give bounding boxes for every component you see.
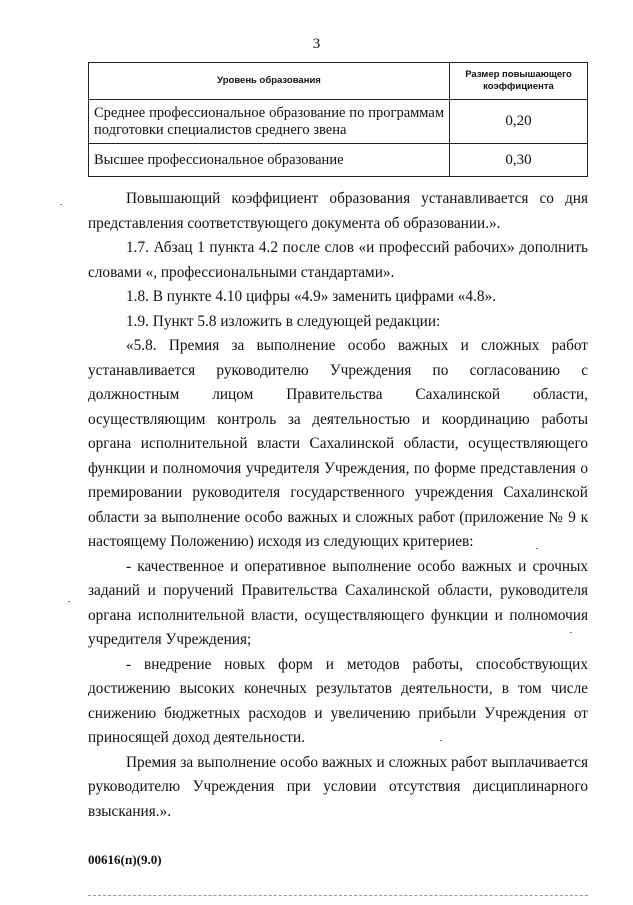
paragraph-bonus-condition: Премия за выполнение особо важных и сложных работ выплачивается руководителю Учреждения при условии отсутствия дисциплинарного взыскания.». [88, 753, 588, 820]
scan-speck [68, 601, 70, 602]
paragraph-item-1-7: 1.7. Абзац 1 пункта 4.2 после слов «и профессий рабочих» дополнить словами «, профессиональными стандартами». [88, 239, 588, 281]
table-row [89, 100, 588, 144]
document-code: 00616(п)(9.0) [88, 852, 162, 867]
header-education-level: Уровень образования [89, 63, 450, 100]
education-level-cell: Среднее профессиональное образование по программам подготовки специалистов среднего звена [89, 100, 450, 144]
criterion-list-item: - внедрение новых форм и методов работы, способствующих достижению высоких конечных результатов деятельности, в том числе снижению бюджетных расходов и увеличению прибыли Учреждения от приносящей доход деятельности. [88, 655, 588, 746]
table-row [89, 144, 588, 177]
criterion-list-item: - качественное и оперативное выполнение особо важных и срочных заданий и поручений Правительства Сахалинской области, руководителя органа исполнительной власти, осуществляющего функции и полномочия учредителя Учреждения; [88, 557, 588, 648]
header-coefficient-size: Размер повышающего коэффициента [450, 63, 588, 100]
paragraph-coefficient-effective-date: Повышающий коэффициент образования устанавливается со дня представления соответствующего документа об образовании.». [88, 190, 588, 232]
coefficient-value-cell: 0,30 [450, 144, 588, 177]
scan-edge-line [88, 895, 588, 896]
education-coefficient-table [88, 62, 588, 177]
scan-speck [570, 632, 572, 633]
table-header-row [89, 63, 588, 100]
document-body [88, 187, 588, 824]
scan-speck [440, 740, 442, 741]
paragraph-item-1-9: 1.9. Пункт 5.8 изложить в следующей редакции: [126, 312, 441, 330]
coefficient-value-cell: 0,20 [450, 100, 588, 144]
paragraph-item-5-8: «5.8. Премия за выполнение особо важных и сложных работ устанавливается руководителю Учреждения по согласованию с должностным лицом Правительства Сахалинской области, осуществляющим контроль за деятельностью и координацию работы органа исполнительной власти Сахалинской области, осуществляющего функции и полномочия учредителя Учреждения, по форме представления о премировании руководителя государственного учреждения Сахалинской области за выполнение особо важных и сложных работ (приложение № 9 к настоящему Положению) исходя из следующих критериев: [88, 337, 588, 550]
scan-speck [536, 548, 538, 549]
education-level-cell: Высшее профессиональное образование [89, 144, 450, 177]
page-number: 3 [312, 36, 321, 52]
paragraph-item-1-8: 1.8. В пункте 4.10 цифры «4.9» заменить цифрами «4.8». [126, 288, 497, 305]
scan-speck [60, 204, 62, 205]
